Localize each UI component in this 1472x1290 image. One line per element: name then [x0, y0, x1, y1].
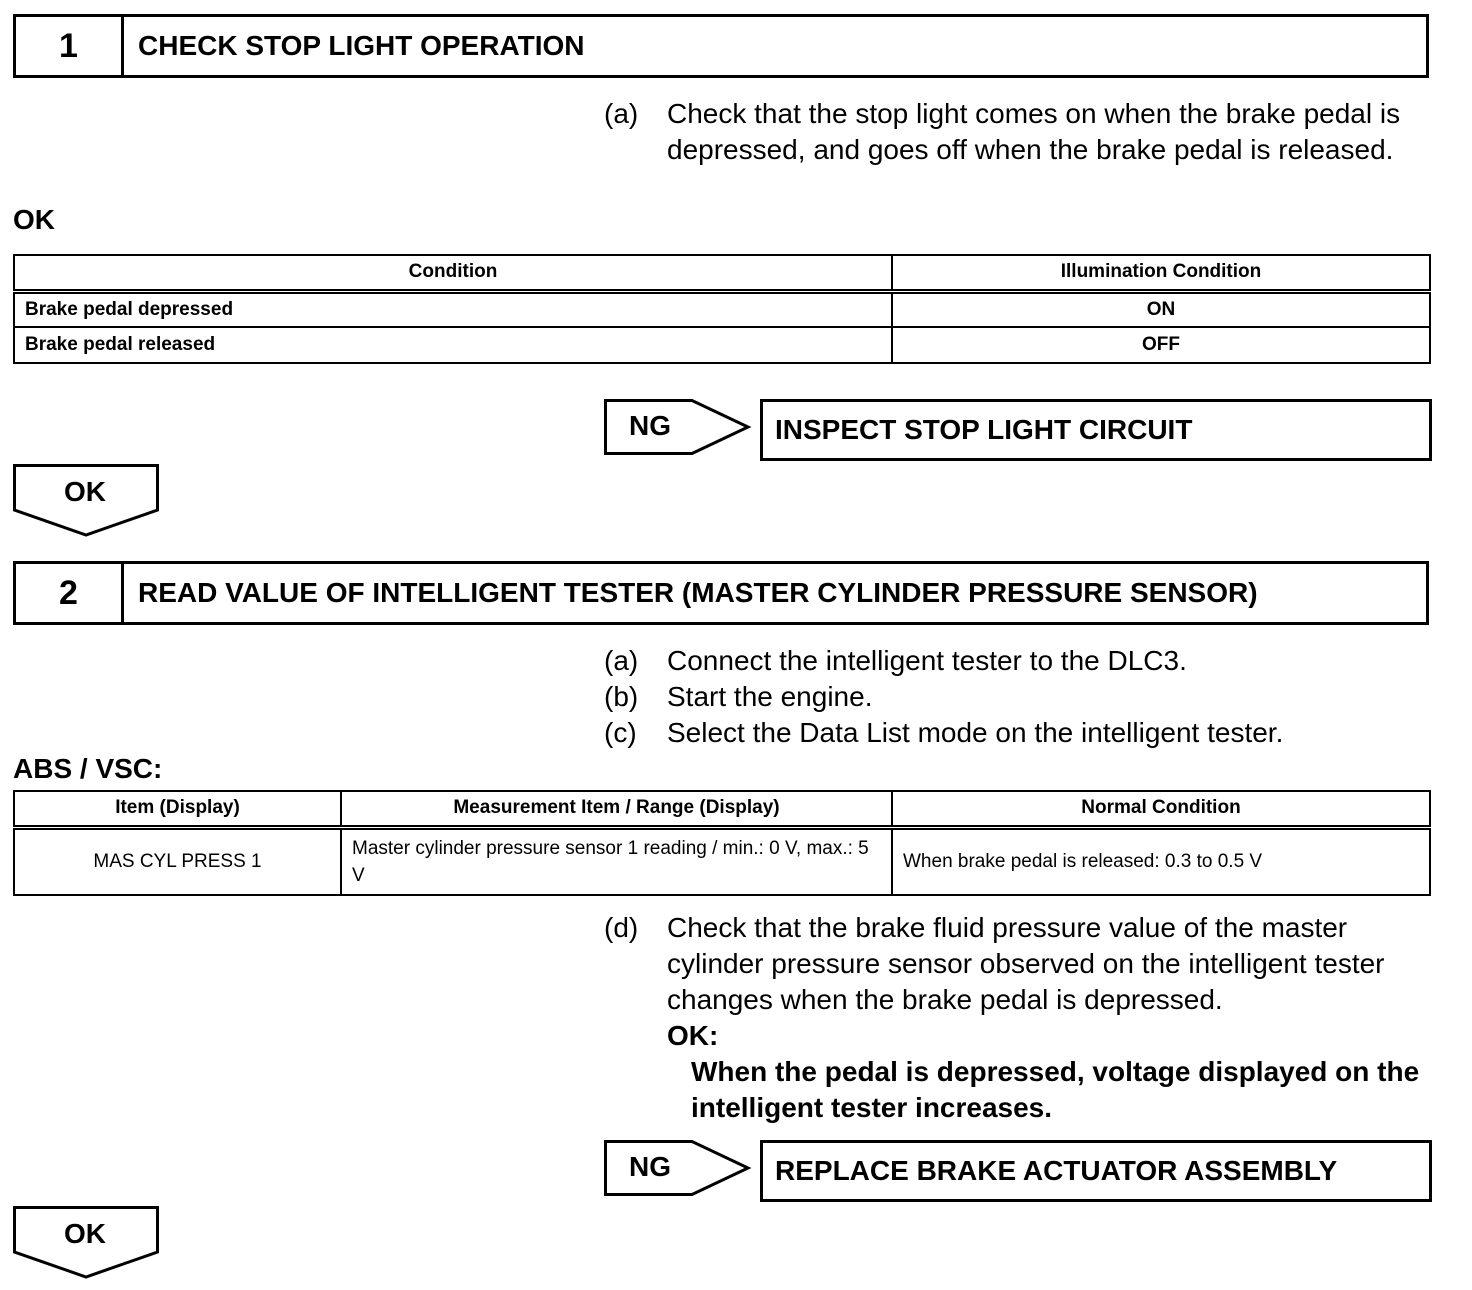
instruction-a [604, 96, 1434, 168]
ok-criteria-text: When the pedal is depressed, voltage displayed on the intelligent tester increases. [691, 1056, 1420, 1123]
table-cell: When brake pedal is released: 0.3 to 0.5 V [892, 827, 1430, 895]
step-2-header [13, 561, 1429, 625]
ng-label: NG [629, 410, 671, 441]
table-header-row [14, 791, 1430, 827]
instruction-label: (a) [604, 645, 639, 676]
instruction-text: Check that the brake fluid pressure value of the master cylinder pressure sensor observed on the intelligent tester changes when the brake pedal is depressed. [667, 912, 1385, 1015]
abs-vsc-label: ABS / VSC: [13, 753, 163, 784]
ng-label: NG [629, 1151, 671, 1182]
table-header: Measurement Item / Range (Display) [341, 791, 892, 827]
step-2-instructions [604, 643, 1434, 751]
table-row [14, 291, 1430, 327]
instruction-b [604, 679, 1434, 715]
ok-arrow-label: OK [64, 1218, 106, 1249]
ok-arrow-label: OK [64, 476, 106, 507]
instruction-label: (b) [604, 681, 639, 712]
table-header: Item (Display) [14, 791, 341, 827]
instruction-label: (c) [604, 717, 637, 748]
table-cell: Brake pedal released [14, 327, 892, 363]
instruction-a [604, 643, 1434, 679]
table-header: Illumination Condition [892, 255, 1430, 291]
table-header-row [14, 255, 1430, 291]
instruction-text: Connect the intelligent tester to the DLC3. [667, 645, 1187, 676]
step-1-instructions [604, 96, 1434, 168]
ok-criteria-label: OK [13, 204, 55, 235]
step-2-number: 2 [16, 564, 124, 622]
table-cell: OFF [892, 327, 1430, 363]
instruction-label: (a) [604, 98, 639, 129]
instruction-text: Select the Data List mode on the intelligent tester. [667, 717, 1284, 748]
instruction-text: Start the engine. [667, 681, 873, 712]
stop-light-table [13, 254, 1431, 364]
data-list-table [13, 790, 1431, 896]
table-cell: Master cylinder pressure sensor 1 reading / min.: 0 V, max.: 5 V [341, 827, 892, 895]
instruction-c [604, 715, 1434, 751]
table-cell: MAS CYL PRESS 1 [14, 827, 341, 895]
table-header: Condition [14, 255, 892, 291]
step-2-title: READ VALUE OF INTELLIGENT TESTER (MASTER CYLINDER PRESSURE SENSOR) [138, 577, 1258, 608]
table-cell: ON [892, 291, 1430, 327]
instruction-label: (d) [604, 912, 639, 943]
step-1-title: CHECK STOP LIGHT OPERATION [138, 30, 585, 61]
table-header: Normal Condition [892, 791, 1430, 827]
ng-result-box: INSPECT STOP LIGHT CIRCUIT [760, 399, 1432, 461]
ok-criteria-label: OK: [667, 1020, 719, 1051]
instruction-d-body [667, 910, 1434, 1126]
step-2-instruction-d [604, 910, 1434, 1126]
step-1-number: 1 [16, 17, 124, 75]
ng-result-box: REPLACE BRAKE ACTUATOR ASSEMBLY [760, 1140, 1432, 1202]
table-row [14, 827, 1430, 895]
table-cell: Brake pedal depressed [14, 291, 892, 327]
table-row [14, 327, 1430, 363]
step-1-header [13, 14, 1429, 78]
instruction-d [604, 910, 1434, 1126]
instruction-text: Check that the stop light comes on when the brake pedal is depressed, and goes off when the brake pedal is released. [667, 98, 1401, 165]
